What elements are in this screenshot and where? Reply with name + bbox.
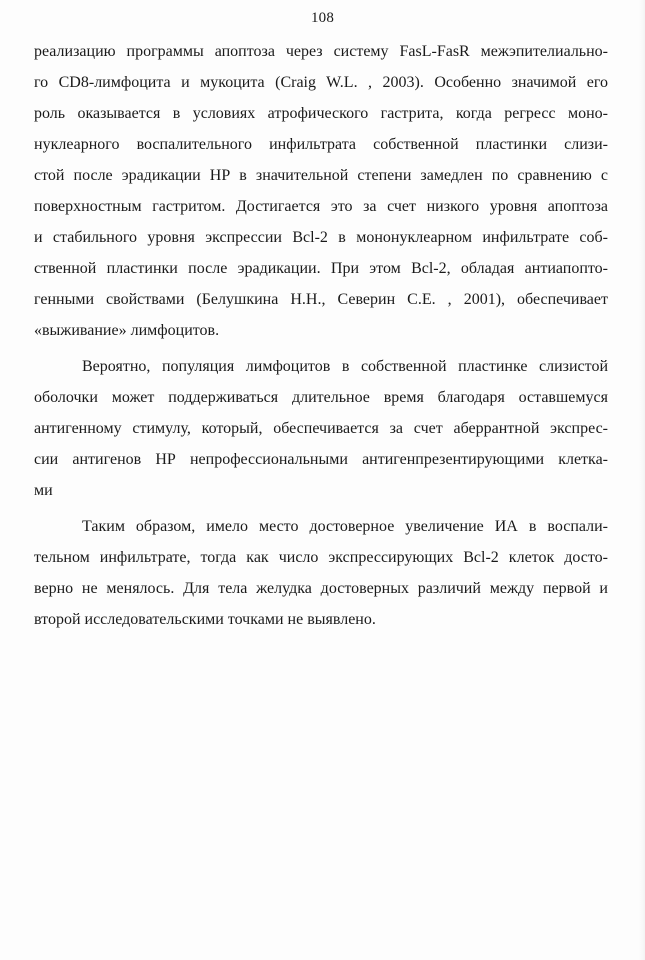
paragraph-3: [34, 511, 608, 635]
text-line: второй исследовательскими точками не выявлено.: [34, 611, 376, 628]
paragraph-2: [34, 351, 608, 506]
text-line: го CD8-лимфоцита и мукоцита (Craig W.L. , 2003). Особенно значимой его: [34, 74, 608, 91]
text-line: ми: [34, 482, 53, 499]
text-line: сии антигенов НР непрофессиональными антигенпрезентирующими клетка-: [34, 451, 608, 468]
text-line: ственной пластинки после эрадикации. При этом Bcl-2, обладая антиапопто-: [34, 260, 608, 277]
scan-shadow: [639, 0, 645, 960]
text-line: Таким образом, имело место достоверное увеличение ИА в воспали-: [82, 518, 608, 535]
text-line: генными свойствами (Белушкина Н.Н., Северин С.Е. , 2001), обеспечивает: [34, 291, 608, 308]
text-line: тельном инфильтрате, тогда как число экспрессирующих Bcl-2 клеток досто-: [34, 549, 608, 566]
text-line: и стабильного уровня экспрессии Bcl-2 в мононуклеарном инфильтрате соб-: [34, 229, 608, 246]
text-line: антигенному стимулу, который, обеспечивается за счет аберрантной экспрес-: [34, 420, 608, 437]
paragraph-1: [34, 36, 608, 346]
text-line: оболочки может поддерживаться длительное время благодаря оставшемуся: [34, 389, 608, 406]
text-line: нуклеарного воспалительного инфильтрата собственной пластинки слизи-: [34, 136, 608, 153]
text-line: роль оказывается в условиях атрофического гастрита, когда регресс моно-: [34, 105, 608, 122]
text-line: стой после эрадикации НР в значительной степени замедлен по сравнению с: [34, 167, 608, 184]
text-line: «выживание» лимфоцитов.: [34, 322, 220, 339]
text-line: поверхностным гастритом. Достигается это за счет низкого уровня апоптоза: [34, 198, 608, 215]
text-line: Вероятно, популяция лимфоцитов в собственной пластинке слизистой: [82, 358, 608, 375]
page-number: 108: [310, 10, 335, 26]
document-body: [34, 36, 608, 635]
text-line: реализацию программы апоптоза через систему FasL-FasR межэпителиально-: [34, 43, 608, 60]
text-line: верно не менялось. Для тела желудка достоверных различий между первой и: [34, 580, 608, 597]
